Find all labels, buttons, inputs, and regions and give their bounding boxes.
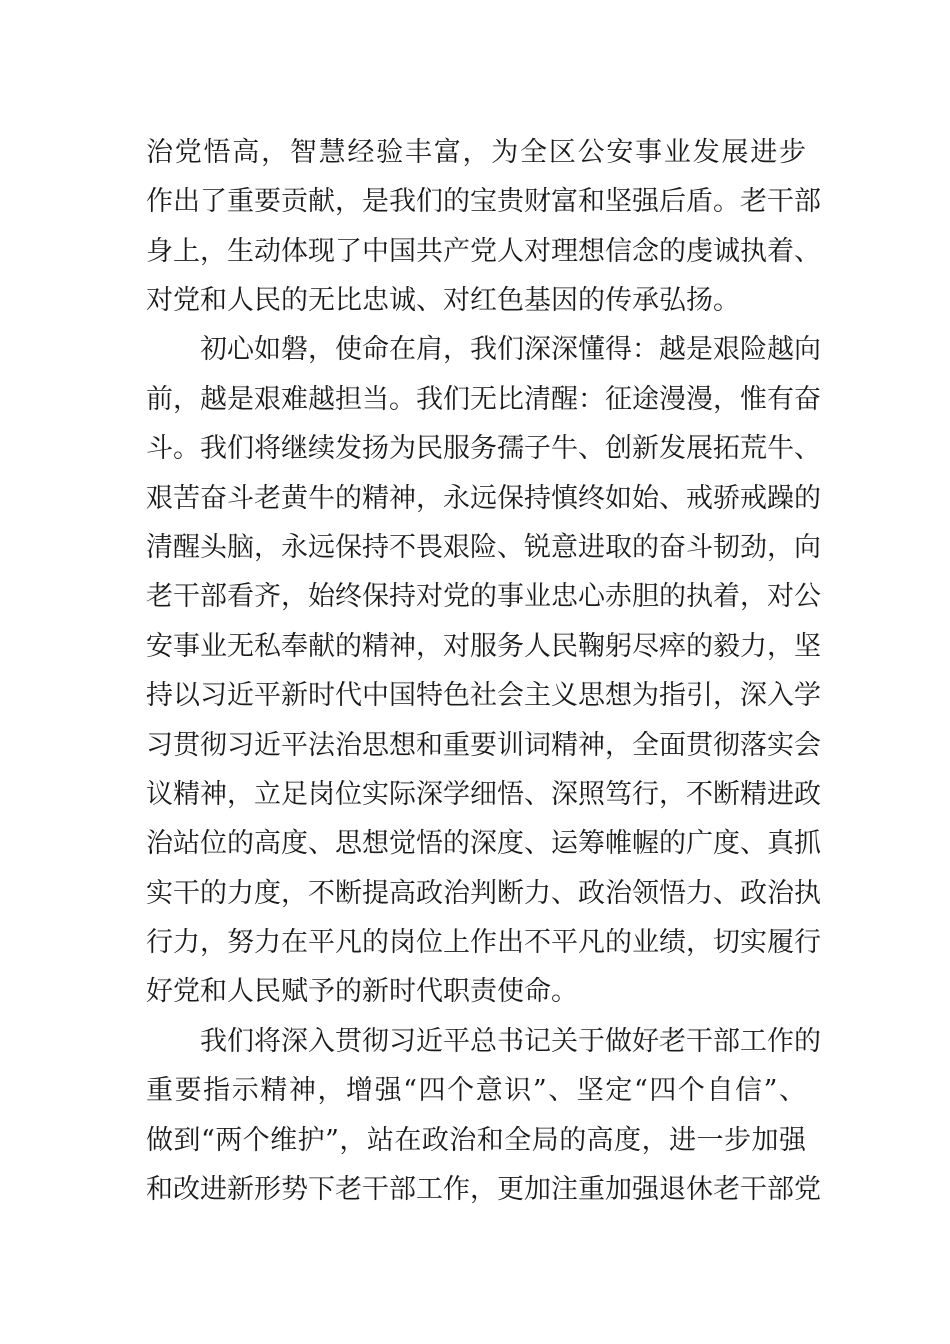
text-line: 习贯彻习近平法治思想和重要训词精神，全面贯彻落实会 bbox=[146, 730, 821, 761]
text-line: 重要指示精神，增强“四个意识”、坚定“四个自信”、 bbox=[146, 1075, 806, 1106]
text-line: 议精神，立足岗位实际深学细悟、深照笃行，不断精进政 bbox=[146, 779, 821, 810]
text-line: 艰苦奋斗老黄牛的精神，永远保持慎终如始、戒骄戒躁的 bbox=[146, 483, 821, 514]
text-line: 我们将深入贯彻习近平总书记关于做好老干部工作的 bbox=[200, 1026, 821, 1057]
text-line: 清醒头脑，永远保持不畏艰险、锐意进取的奋斗韧劲，向 bbox=[146, 532, 821, 563]
text-line: 初心如磐，使命在肩，我们深深懂得：越是艰险越向 bbox=[200, 334, 821, 365]
text-line: 和改进新形势下老干部工作，更加注重加强退休老干部党 bbox=[146, 1174, 821, 1205]
text-line: 好党和人民赋予的新时代职责使命。 bbox=[146, 976, 578, 1007]
text-line: 身上，生动体现了中国共产党人对理想信念的虔诚执着、 bbox=[146, 236, 821, 267]
text-line: 前，越是艰难越担当。我们无比清醒：征途漫漫，惟有奋 bbox=[146, 384, 821, 415]
text-line: 对党和人民的无比忠诚、对红色基因的传承弘扬。 bbox=[146, 285, 740, 316]
text-line: 做到“两个维护”，站在政治和全局的高度，进一步加强 bbox=[146, 1125, 806, 1156]
text-line: 治党悟高，智慧经验丰富，为全区公安事业发展进步 bbox=[146, 137, 806, 168]
text-line: 实干的力度，不断提高政治判断力、政治领悟力、政治执 bbox=[146, 878, 821, 909]
text-line: 老干部看齐，始终保持对党的事业忠心赤胆的执着，对公 bbox=[146, 581, 821, 612]
text-line: 持以习近平新时代中国特色社会主义思想为指引，深入学 bbox=[146, 680, 821, 711]
text-line: 治站位的高度、思想觉悟的深度、运筹帷幄的广度、真抓 bbox=[146, 828, 821, 859]
text-line: 作出了重要贡献，是我们的宝贵财富和坚强后盾。老干部 bbox=[146, 186, 821, 217]
text-line: 安事业无私奉献的精神，对服务人民鞠躬尽瘁的毅力，坚 bbox=[146, 631, 821, 662]
text-line: 斗。我们将继续发扬为民服务孺子牛、创新发展拓荒牛、 bbox=[146, 433, 821, 464]
text-line: 行力，努力在平凡的岗位上作出不平凡的业绩，切实履行 bbox=[146, 927, 821, 958]
